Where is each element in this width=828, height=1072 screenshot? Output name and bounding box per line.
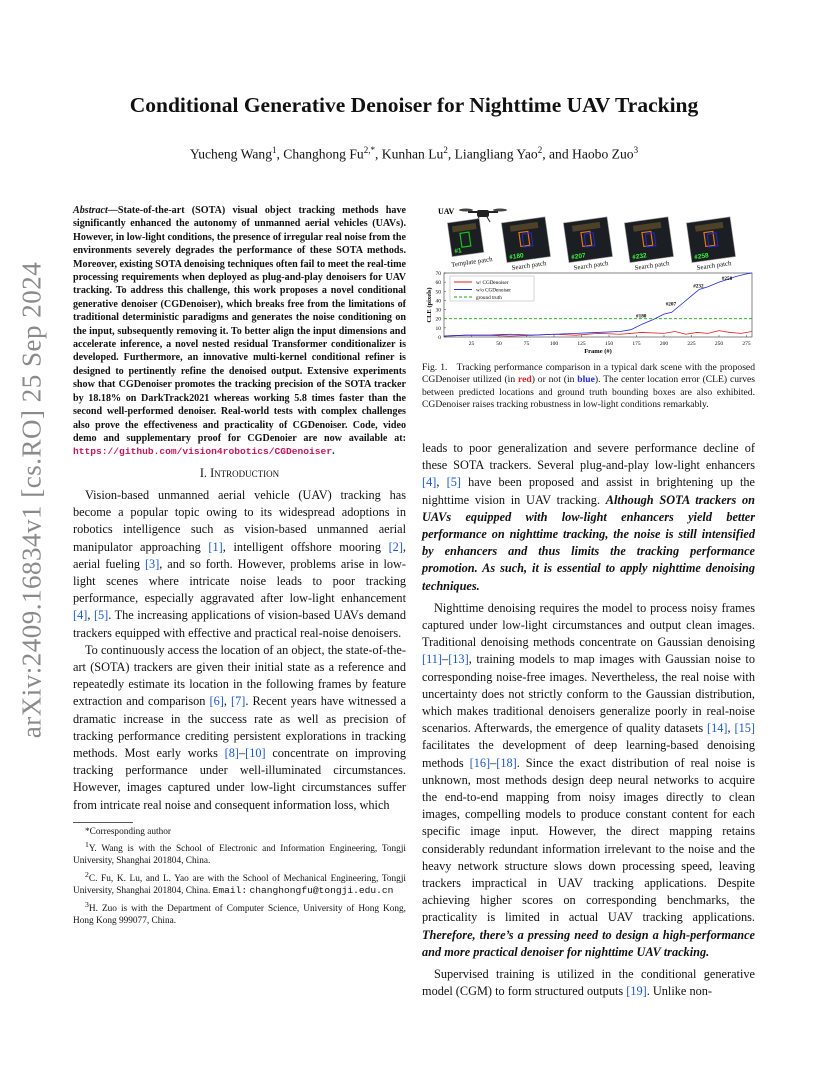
code-link[interactable]: https://github.com/vision4robotics/CGDenoiser [73,446,333,458]
email-label: Email: [212,885,248,897]
author-name: Liangliang Yao [454,146,538,162]
right-paragraph-2 [422,600,755,961]
text-run: – [238,745,246,760]
chart-annotation: #180 [636,313,647,320]
author-name: Kunhan Lu [381,146,444,162]
x-tick-label: 175 [632,341,641,347]
patch-thumbnail [563,217,614,273]
text-run: , and so forth. However, problems arise in low-light scenes where intricate noise leads to poor tracking performance, especially aggravated after low-light enhancement [73,556,406,606]
citation-link[interactable]: [1] [208,539,223,554]
text-run: . Recent years have witnessed a dramatic increase in the success rate as well as precision of tracking performance crediting persistent explorations in tracking methods. Most early works [73,694,407,760]
citation-link[interactable]: [5] [446,475,461,490]
x-tick-label: 275 [742,341,751,347]
x-tick-label: 200 [659,341,669,347]
x-tick-label: 50 [496,341,502,347]
patch-thumbnail [501,217,552,273]
y-tick-label: 40 [435,298,441,305]
text-run: , intelligent offshore mooring [222,539,389,554]
right-column [422,440,755,1001]
citation-link[interactable]: [5] [93,608,109,623]
patch-thumbnail [624,217,675,273]
text-run: , [727,721,735,736]
patch-thumbnail [445,217,493,268]
citation-link[interactable]: [6] [209,694,224,709]
y-tick-label: 0 [438,335,441,341]
frame-tag: #180 [508,252,525,262]
text-run: – [442,652,449,667]
author-name: Changhong Fu [283,146,364,162]
citation-link[interactable]: [13] [448,652,469,667]
citation-link[interactable]: [4] [73,608,88,623]
author-affiliation: 1 [272,145,277,155]
text-run: . The increasing applications of vision-based UAVs demand trackers equipped with effective and practical real-noise denoisers. [73,608,406,640]
author-name: and Haobo Zuo [549,146,634,162]
y-tick-label: 70 [435,271,441,277]
text-run: leads to poor generalization and severe performance decline of these SOTA trackers. Several plug-and-play low-light enhancers [422,441,755,473]
citation-link[interactable]: [14] [707,721,728,736]
x-tick-label: 25 [468,341,475,347]
figure-1 [422,200,755,360]
text-run: . Since the exact distribution of real noise is unknown, most methods design deep neural networks to acquire the end-to-end mapping from noisy images directly to clean images, compelling models to produce constant content for each specific image input. However, the direct mapping retains considerably redundant information irrelevant to the noise and the heavy network structure slows down processing speed, leaving trackers impractical in UAV tracking applications. Despite achieving higher scores on corresponding benchmarks, the practicality is limited in actual UAV tracking applications. [422,755,755,925]
citation-link[interactable]: [11] [422,652,443,667]
emphasis-1: Although SOTA trackers on UAVs equipped with low-light enhancers yield better performance on nighttime tracking, the noise is still intensified by enhancers and thus limits the tracking performance promotion. As such, it is essential to apply nighttime denoising techniques. [422,492,755,593]
text-run: , [223,694,231,709]
chart-annotation: #258 [721,276,733,283]
citation-link[interactable]: [16] [469,755,491,770]
footnote-2: $^2$C. Fu, K. Lu, and L. Yao are with the School of Mechanical Engineering, Tongji University, Shanghai 201804, China. Email: changhongfu@tongji.edu.cn [73,869,406,897]
patch-thumbnail [686,217,737,273]
arxiv-stamp: arXiv:2409.16834v1 [cs.RO] 25 Sep 2024 [16,261,47,739]
paper-title: Conditional Generative Denoiser for Nighttime UAV Tracking [129,93,699,117]
cle-chart [426,271,752,355]
footnote-3: $^3$H. Zuo is with the Department of Computer Science, University of Hong Kong, Hong Kong 999077, China. [73,899,406,926]
left-column [73,204,406,928]
author-affiliation: 2 [537,145,543,155]
citation-link[interactable]: [2] [388,539,403,554]
text-run: Vision-based unmanned aerial vehicle (UAV) tracking has become a popular topic owing to its widespread adoptions in robotics intelligence such as vision-based unmanned aerial manipulator approaching [73,487,406,554]
frame-tag: #1 [454,247,463,256]
right-paragraph-3 [422,966,755,1000]
x-tick-label: 75 [523,341,530,347]
patch-label: Search patch [511,260,547,272]
citation-link[interactable]: [3] [144,556,160,571]
figure-1-svg [422,200,755,360]
x-axis-label: Frame (#) [584,348,612,355]
patch-label: Search patch [573,260,609,272]
caption-blue-word: blue [577,374,595,386]
text-run: Nighttime denoising requires the model to process noisy frames captured under low-light circumstances and output clean images. Traditional denoising methods concentrate on Gaussian denoising [422,600,755,650]
frame-tag: #258 [693,252,710,262]
footnote-corresponding: *Corresponding author [85,826,171,837]
text-run: , [436,475,447,490]
y-tick-label: 20 [435,316,441,323]
footnotes [73,827,406,927]
abstract-label: Abstract— [73,205,118,216]
figure-caption: Fig. 1. Tracking performance comparison in a typical dark scene with the proposed CGDenoiser utilized (in red) or not (in blue). The center location error (CLE) curves between predicted locations and ground truth bounding boxes are also exhibited. CGDenoiser raises tracking robustness in low-light conditions remarkably. [422,362,755,411]
y-tick-label: 30 [435,307,441,314]
footnote-rule [73,822,133,823]
x-tick-label: 150 [604,341,614,347]
legend-entry: w/ CGDenoiser [476,280,509,286]
patch-label: Search patch [634,260,670,272]
citation-link[interactable]: [19] [626,984,647,999]
intro-paragraph-2 [73,642,406,814]
x-tick-label: 250 [714,341,724,347]
legend-entry: ground truth [476,295,502,301]
frame-tag: #207 [570,252,587,262]
right-paragraph-1 [422,440,755,595]
x-tick-label: 100 [549,341,559,347]
author-affiliation: 2,* [363,145,375,155]
chart-legend [450,276,534,301]
citation-link[interactable]: [15] [734,721,755,736]
chart-annotation: #207 [665,301,677,308]
y-axis-label: CLE (pixels) [426,287,433,323]
text-run: – [490,755,497,770]
uav-label: UAV [438,207,455,216]
x-tick-label: 225 [687,341,696,347]
text-run: . Unlike non- [646,984,712,999]
text-run: To continuously access the location of an object, the state-of-the-art (SOTA) trackers are given their initial state as a reference and repeatedly estimate its location in the following frames by feature extraction and comparison [73,642,406,709]
y-tick-label: 10 [435,325,441,332]
frame-tag: #232 [631,252,648,262]
author-name: Yucheng Wang [189,146,272,162]
citation-link[interactable]: [8] [224,745,239,760]
abstract-text: State-of-the-art (SOTA) visual object tracking methods have significantly enhanced the autonomy of unmanned aerial vehicles (UAVs). However, in low-light conditions, the presence of irregular real noise from the environments severely degrades the performance of these SOTA methods. Moreover, existing SOTA denoising techniques often fail to meet the real-time processing requirements when deployed as plug-and-play denoisers for UAV tracking. To address this challenge, this work proposes a novel conditional generative denoiser (CGDenoiser), which breaks free from the limitations of traditional deterministic paradigms and generates the noise conditioning on the input, subsequently removing it. To better align the input dimensions and accelerate inference, a novel nested residual Transformer conditionalizer is developed. Furthermore, an innovative multi-kernel conditional refiner is designed to pertinently refine the denoised output. Extensive experiments show that CGDenoiser promotes the tracking precision of the SOTA tracker by 18.18% on DarkTrack2021 whereas working 5.8 times faster than the second well-performed denoiser. Real-world tests with complex challenges also prove the effectiveness and practicality of CGDenoiser. Code, video demo and supplementary proof for CGDenoier are now available at: [73,205,406,444]
section-title: I. Introduction [199,465,280,480]
text-run: , aerial fueling [73,539,406,571]
caption-red-word: red [518,374,532,386]
text-run: concentrate on improving tracking performance under well-illuminated circumstances. However, images captured under low-light circumstances suffer from intricate real noise and consequent information loss, which [73,745,406,812]
citation-link[interactable]: [4] [422,475,437,490]
citation-link[interactable]: [10] [245,745,266,760]
author-list: Yucheng Wang$^1$, Changhong $Fu^{2,*}$, Kunhan Lu$^2$, Liangliang Yao$^2$, and Haobo Zuo$^3$ [189,145,639,162]
citation-link[interactable]: [18] [496,755,517,770]
patch-label: Template patch [450,256,494,269]
author-affiliation: 2 [443,145,448,155]
legend-entry: w/o CGDenoiser [476,287,512,294]
footnote-1: $^1$Y. Wang is with the School of Electronic and Information Engineering, Tongji University, Shanghai 201804, China. [73,840,406,867]
uav-drone-icon [459,209,507,223]
author-affiliation: 3 [633,145,639,155]
text-run: facilitates the development of deep learning-based denoising methods [422,738,755,770]
email-address[interactable]: changhongfu@tongji.edu.cn [249,885,394,897]
x-tick-label: 125 [577,341,586,347]
intro-paragraph-1 [73,487,406,642]
text-run: have been proposed and assist in brightening up the nighttime vision in UAV tracking. [422,475,755,507]
chart-annotation: #232 [693,283,704,290]
text-run: Supervised training is utilized in the conditional generative model (CGM) to form structured outputs [422,967,755,999]
citation-link[interactable]: [7] [231,694,246,709]
y-tick-label: 60 [435,280,441,287]
text-run: , training models to map images with Gaussian noise to corresponding noise-free images. Nevertheless, the real noise with uncertainty does not strictly conform to the Gaussian distribution, which makes traditional denoisers generalize poorly in real-noise scenarios. Afterwards, the emergence of quality datasets [422,652,755,736]
emphasis-2: Therefore, there’s a pressing need to design a high-performance and more practical denoiser for nighttime UAV tracking. [422,927,755,959]
patch-label: Search patch [696,260,732,272]
y-tick-label: 50 [435,289,441,296]
text-run: , [87,608,94,623]
abstract: Abstract—State-of-the-art (SOTA) visual object tracking methods have significantly enhanced the autonomy of unmanned aerial vehicles (UAVs). However, in low-light conditions, the presence of irregular real noise from the environments severely degrades the performance of these SOTA methods. Moreover, existing SOTA denoising techniques often fail to meet the real-time processing requirements when deployed as plug-and-play denoisers for UAV tracking. To address this challenge, this work proposes a novel conditional generative denoiser (CGDenoiser), which breaks free from the limitations of traditional deterministic paradigms and generates the noise conditioning on the input, subsequently removing it. To better align the input dimensions and accelerate inference, a novel nested residual Transformer conditionalizer is developed. Furthermore, an innovative multi-kernel conditional refiner is designed to pertinently refine the denoised output. Extensive experiments show that CGDenoiser promotes the tracking precision of the SOTA tracker by 18.18% on DarkTrack2021 whereas working 5.8 times faster than the second well-performed denoiser. Real-world tests with complex challenges also prove the effectiveness and practicality of CGDenoiser. Code, video demo and supplementary proof for CGDenoier are now available at: https://github.com/vision4robotics/CGDenoiser. [73,205,406,458]
